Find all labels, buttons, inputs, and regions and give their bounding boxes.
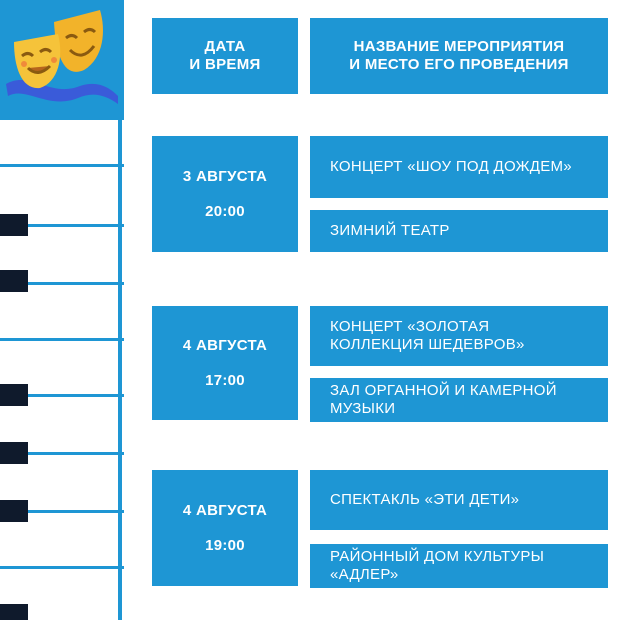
event-venue-line2: «АДЛЕР» [330, 566, 399, 583]
event-2-title-box [310, 306, 608, 366]
event-column-header [310, 18, 608, 94]
event-header-line1: НАЗВАНИЕ МЕРОПРИЯТИЯ [353, 38, 565, 55]
black-key [0, 442, 28, 464]
event-3-date-box [152, 470, 298, 586]
date-column-header [152, 18, 298, 94]
event-title: КОНЦЕРТ «ШОУ ПОД ДОЖДЕМ» [330, 158, 572, 175]
date-header-line2: И ВРЕМЯ [189, 56, 261, 73]
event-2-date-box [152, 306, 298, 420]
event-title-line2: КОЛЛЕКЦИЯ ШЕДЕВРОВ» [330, 336, 525, 353]
key-divider [0, 164, 124, 167]
event-time: 19:00 [205, 536, 245, 554]
event-1-venue-box [310, 210, 608, 252]
black-key [0, 384, 28, 406]
key-divider [0, 338, 124, 341]
event-venue-line1: РАЙОННЫЙ ДОМ КУЛЬТУРЫ [330, 548, 545, 565]
event-date: 3 АВГУСТА [182, 167, 268, 185]
event-time: 17:00 [205, 371, 245, 389]
event-title-line1: КОНЦЕРТ «ЗОЛОТАЯ [330, 318, 490, 335]
logo-area [0, 0, 124, 120]
keyboard-edge [118, 120, 122, 620]
theater-masks-icon [0, 0, 124, 120]
event-3-title-box [310, 470, 608, 530]
event-date: 4 АВГУСТА [182, 501, 268, 519]
black-key [0, 214, 28, 236]
event-1-date-box [152, 136, 298, 252]
event-1-title-box [310, 136, 608, 198]
event-title: СПЕКТАКЛЬ «ЭТИ ДЕТИ» [330, 491, 520, 508]
event-3-venue-box [310, 544, 608, 588]
event-venue-line2: МУЗЫКИ [330, 400, 396, 417]
event-venue: ЗИМНИЙ ТЕАТР [330, 222, 450, 239]
event-time: 20:00 [205, 202, 245, 220]
event-date: 4 АВГУСТА [182, 336, 268, 354]
event-header-line2: И МЕСТО ЕГО ПРОВЕДЕНИЯ [349, 56, 569, 73]
black-key [0, 270, 28, 292]
event-2-venue-box [310, 378, 608, 422]
black-key [0, 500, 28, 522]
piano-keys-decoration [0, 0, 124, 620]
key-divider [0, 566, 124, 569]
date-header-line1: ДАТА [204, 38, 246, 55]
black-key [0, 604, 28, 620]
event-venue-line1: ЗАЛ ОРГАННОЙ И КАМЕРНОЙ [330, 382, 557, 399]
